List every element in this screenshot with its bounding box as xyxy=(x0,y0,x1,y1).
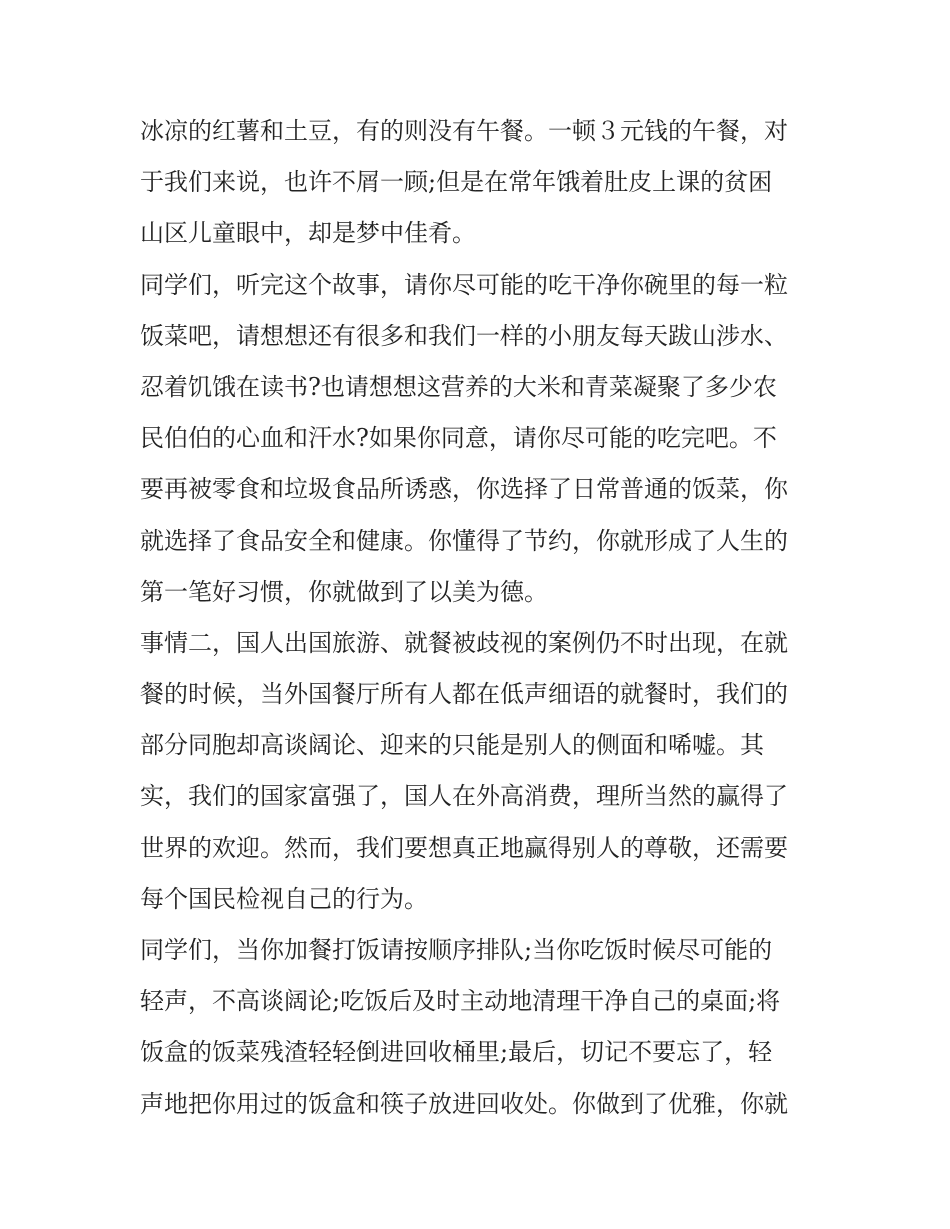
text-line: 同学们，当你加餐打饭请按顺序排队;当你吃饭时候尽可能的 xyxy=(140,936,773,964)
text-line: 每个国民检视自己的行为。 xyxy=(140,884,428,913)
text-line: 第一笔好习惯，你就做到了以美为德。 xyxy=(140,577,548,606)
text-line: 声地把你用过的饭盒和筷子放进回收处。你做到了优雅，你就 xyxy=(140,1089,788,1118)
text-line: 餐的时候，当外国餐厅所有人都在低声细语的就餐时，我们的 xyxy=(140,680,788,709)
text-line: 部分同胞却高谈阔论、迎来的只能是别人的侧面和唏嘘。其 xyxy=(140,731,764,760)
text-line: 事情二，国人出国旅游、就餐被歧视的案例仍不时出现，在就 xyxy=(140,628,788,657)
text-line: 要再被零食和垃圾食品所诱惑，你选择了日常普通的饭菜，你 xyxy=(140,475,788,504)
text-line: 轻声，不高谈阔论;吃饭后及时主动地清理干净自己的桌面;将 xyxy=(140,987,781,1016)
text-line: 实，我们的国家富强了，国人在外高消费，理所当然的赢得了 xyxy=(140,782,788,811)
text-line: 饭菜吧，请想想还有很多和我们一样的小朋友每天跋山涉水、 xyxy=(140,321,788,350)
text-line: 同学们，听完这个故事，请你尽可能的吃干净你碗里的每一粒 xyxy=(140,270,788,299)
text-line: 就选择了食品安全和健康。你懂得了节约，你就形成了人生的 xyxy=(140,526,788,555)
text-line: 于我们来说，也许不屑一顾;但是在常年饿着肚皮上课的贫困 xyxy=(140,168,773,197)
text-line: 冰凉的红薯和土豆，有的则没有午餐。一顿３元钱的午餐，对 xyxy=(140,117,788,145)
body-text xyxy=(140,106,820,1130)
text-line: 山区儿童眼中，却是梦中佳肴。 xyxy=(140,219,476,248)
text-line: 忍着饥饿在读书?也请想想这营养的大米和青菜凝聚了多少农 xyxy=(140,372,777,401)
text-line: 民伯伯的心血和汗水?如果你同意，请你尽可能的吃完吧。不 xyxy=(140,424,777,453)
text-line: 世界的欢迎。然而，我们要想真正地赢得别人的尊敬，还需要 xyxy=(140,833,788,862)
text-line: 饭盒的饭菜残渣轻轻倒进回收桶里;最后，切记不要忘了，轻 xyxy=(140,1038,773,1067)
